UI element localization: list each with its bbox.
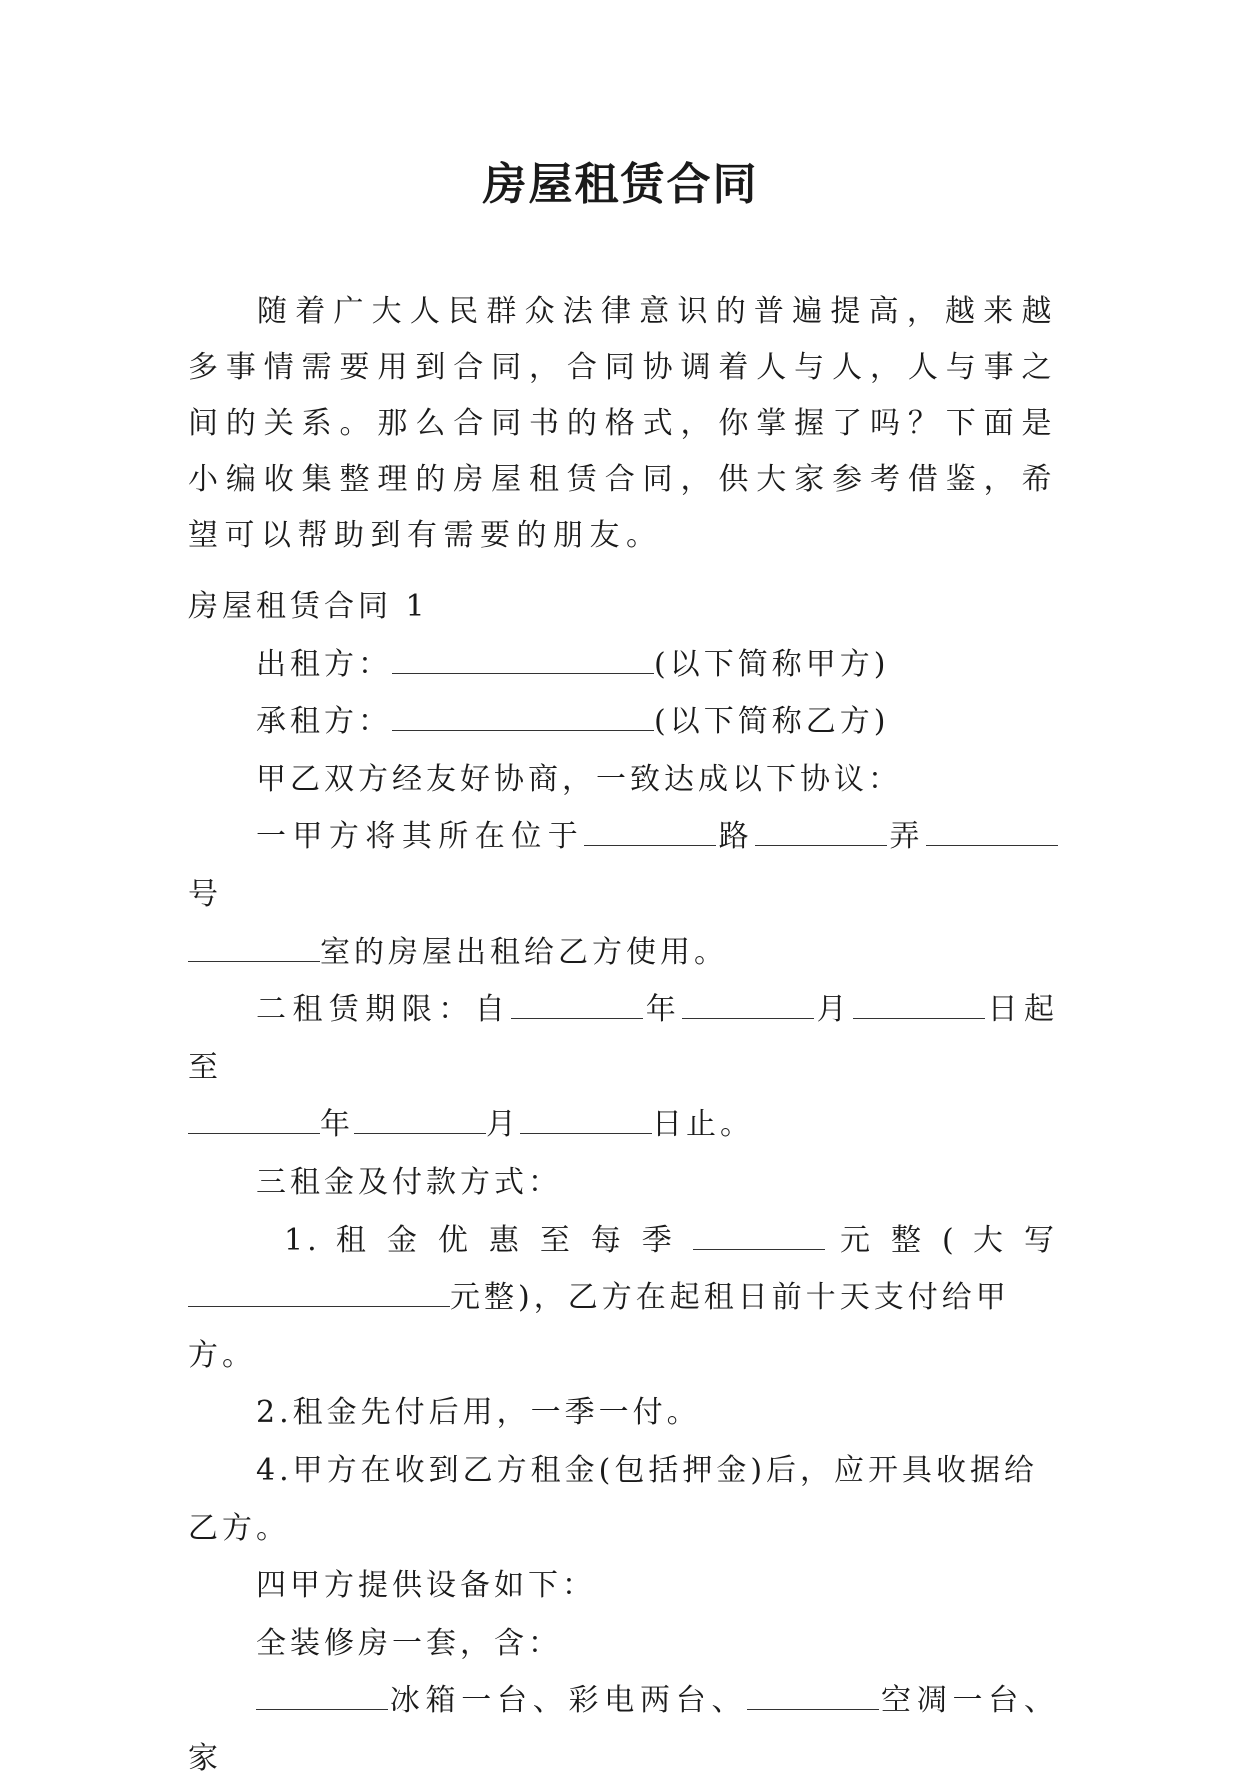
clause4-heading: 四甲方提供设备如下：	[256, 1568, 596, 1604]
lessee-note: (以下简称乙方)	[654, 704, 890, 740]
clause3-2: 2.租金先付后用，一季一付。	[256, 1395, 701, 1431]
start-month-blank	[682, 994, 814, 1019]
ac-blank	[747, 1685, 879, 1710]
clause2-text-f: 月	[486, 1107, 520, 1143]
end-month-blank	[354, 1109, 486, 1134]
lessee-blank	[392, 706, 654, 731]
room-blank	[188, 937, 320, 962]
start-day-blank	[853, 994, 985, 1019]
lane-blank	[755, 821, 887, 846]
road-blank	[584, 821, 716, 846]
equipment-text-b: 空凋一台、家	[188, 1683, 1058, 1776]
clause3-heading: 三租金及付款方式：	[256, 1164, 562, 1200]
rent-uppercase-blank	[188, 1282, 450, 1307]
clause2-line1	[188, 981, 1058, 1096]
clause2-text-c: 月	[814, 992, 854, 1028]
clause2-text-a: 二租赁期限：自	[256, 992, 512, 1028]
renovation-line: 全装修房一套，含：	[256, 1625, 562, 1661]
clause1-text-a: 一甲方将其所在位于	[256, 819, 585, 855]
clause3-4: 4.甲方在收到乙方租金(包括押金)后，应开具收据给乙方。	[188, 1452, 1039, 1546]
lessee-label: 承租方：	[256, 704, 392, 740]
document-title: 房屋租赁合同	[482, 159, 759, 210]
clause3-1-text-b: 元 整 ( 大 写	[840, 1222, 1058, 1258]
end-year-blank	[188, 1109, 320, 1134]
fridge-blank	[256, 1685, 388, 1710]
clause2-text-e: 年	[320, 1107, 354, 1143]
agreement-line: 甲乙双方经友好协商，一致达成以下协议：	[256, 761, 902, 797]
lessor-note: (以下简称甲方)	[654, 646, 890, 682]
lessee-line	[188, 693, 1058, 751]
clause1-text-b: 路	[716, 819, 756, 855]
lessor-label: 出租方：	[256, 646, 392, 682]
clause1-text-e: 室的房屋出租给乙方使用。	[320, 934, 728, 970]
lessor-blank	[392, 649, 654, 674]
quarter-rent-blank	[693, 1225, 825, 1250]
equipment-line	[188, 1672, 1058, 1787]
clause2-text-g: 日止。	[652, 1107, 754, 1143]
clause2-text-d: 日起至	[188, 992, 1059, 1085]
clause2-text-b: 年	[643, 992, 683, 1028]
contract-body	[188, 578, 1058, 1787]
end-day-blank	[520, 1109, 652, 1134]
clause3-1-line2	[188, 1269, 1058, 1384]
clause1-line2	[188, 924, 1058, 982]
start-year-blank	[511, 994, 643, 1019]
section-heading: 房屋租赁合同 1	[188, 589, 429, 624]
clause3-1-text-c: 元整)，乙方在起租日前十天支付给甲方。	[188, 1280, 1010, 1373]
clause1-text-c: 弄	[887, 819, 927, 855]
clause1-text-d: 号	[188, 876, 222, 912]
clause3-1-line1	[188, 1212, 1058, 1270]
lessor-line	[188, 636, 1058, 694]
clause2-line2	[188, 1096, 1058, 1154]
clause1-line1	[188, 808, 1058, 923]
clause3-1-text-a: 1. 租 金 优 惠 至 每 季	[284, 1222, 678, 1258]
number-blank	[926, 821, 1058, 846]
intro-paragraph: 随着广大人民群众法律意识的普遍提高，越来越多事情需要用到合同，合同协调着人与人，人与事之间的关系。那么合同书的格式，你掌握了吗？下面是小编收集整理的房屋租赁合同，供大家参考借鉴，希望可以帮助到有需要的朋友。	[188, 294, 1058, 553]
equipment-text-a: 冰箱一台、彩电两台、	[388, 1683, 748, 1719]
